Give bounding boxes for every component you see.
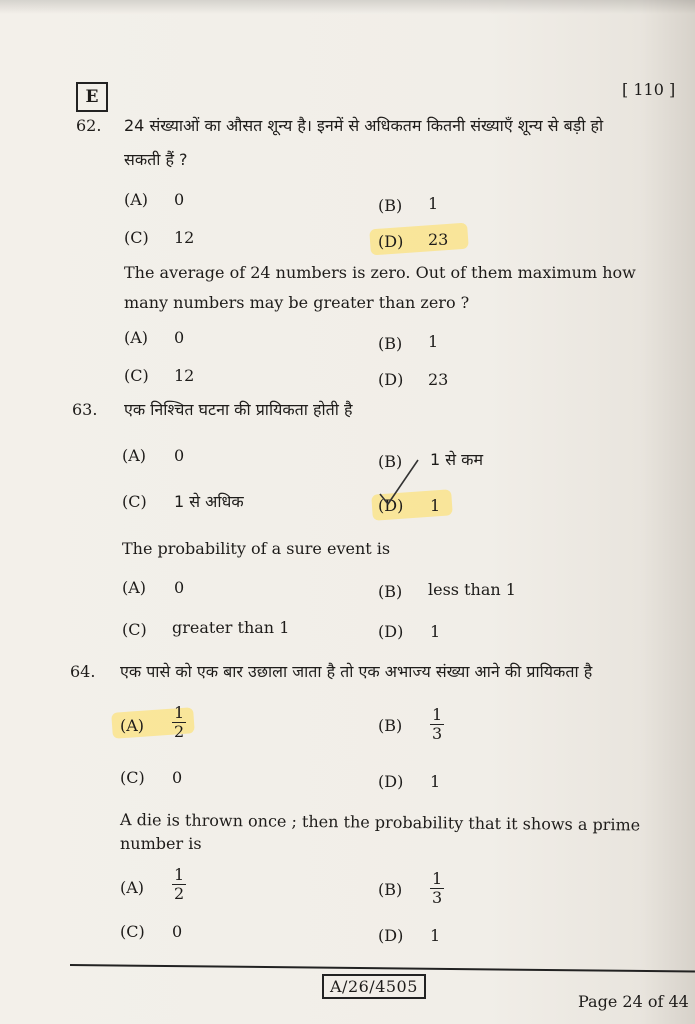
option-label: (B) — [378, 334, 403, 353]
fraction-denominator: 3 — [432, 888, 443, 907]
page-number: Page 24 of 44 — [578, 992, 689, 1011]
option-value: 1 — [430, 926, 441, 945]
option-value: 1 — [430, 772, 441, 791]
option-value: 12 — [174, 228, 195, 247]
option-value: 0 — [174, 190, 185, 209]
fraction — [172, 704, 186, 741]
question-number: 63. — [72, 400, 98, 419]
option-label: (D) — [378, 496, 404, 515]
option-label: (D) — [378, 232, 404, 251]
option-value: 1 — [430, 622, 441, 641]
fraction-numerator: 1 — [432, 705, 443, 724]
option-value: 0 — [174, 578, 185, 597]
option-value: 23 — [428, 370, 449, 389]
option-label: (A) — [124, 190, 149, 209]
fraction — [430, 870, 444, 907]
fraction-denominator: 2 — [174, 884, 185, 903]
option-label: (A) — [124, 328, 149, 347]
option-value: greater than 1 — [172, 618, 290, 637]
option-value: less than 1 — [428, 580, 516, 599]
question-text-english: The probability of a sure event is — [122, 539, 391, 558]
footer-rule — [70, 964, 695, 973]
option-label: (C) — [122, 620, 147, 639]
option-value: 23 — [428, 230, 449, 249]
fraction — [172, 866, 186, 903]
question-text-hindi: एक पासे को एक बार उछाला जाता है तो एक अभाज्य संख्या आने की प्रायिकता है — [120, 662, 593, 681]
fraction-denominator: 2 — [174, 722, 185, 741]
fraction-numerator: 1 — [432, 869, 443, 888]
option-label: (A) — [120, 878, 145, 897]
option-value: 0 — [172, 768, 183, 787]
option-label: (D) — [378, 772, 404, 791]
question-text-english: many numbers may be greater than zero ? — [124, 293, 470, 312]
option-label: (C) — [120, 922, 145, 941]
option-value: 1 — [430, 496, 441, 515]
question-text-hindi: 24 संख्याओं का औसत शून्य है। इनमें से अधिकतम कितनी संख्याएँ शून्य से बड़ी हो — [124, 116, 604, 135]
fraction-denominator: 3 — [432, 724, 443, 743]
question-number: 64. — [70, 662, 96, 681]
question-text-english: The average of 24 numbers is zero. Out of them maximum how — [124, 263, 636, 282]
option-label: (B) — [378, 196, 403, 215]
option-value: 0 — [172, 922, 183, 941]
question-text-hindi: एक निश्चित घटना की प्रायिकता होती है — [124, 400, 353, 419]
option-label: (C) — [122, 492, 147, 511]
option-label: (B) — [378, 452, 403, 471]
question-text-english: A die is thrown once ; then the probability that it shows a prime — [119, 810, 641, 835]
option-label: (B) — [378, 716, 403, 735]
option-label: (A) — [122, 446, 147, 465]
option-label: (D) — [378, 370, 404, 389]
fraction-numerator: 1 — [174, 865, 185, 884]
option-label: (C) — [124, 228, 149, 247]
option-label: (B) — [378, 880, 403, 899]
option-value: 0 — [174, 446, 185, 465]
option-value: 12 — [174, 366, 195, 385]
option-value: 1 से कम — [430, 450, 484, 469]
option-label: (B) — [378, 582, 403, 601]
booklet-code: A/26/4505 — [322, 974, 426, 999]
pen-tick-mark — [374, 458, 422, 518]
option-label: (D) — [378, 622, 404, 641]
option-value: 1 — [428, 194, 439, 213]
option-label: (A) — [120, 716, 145, 735]
set-label-box: E — [76, 82, 108, 112]
page-top-shadow — [0, 0, 695, 14]
option-label: (D) — [378, 926, 404, 945]
option-label: (C) — [120, 768, 145, 787]
fraction — [430, 706, 444, 743]
option-value: 0 — [174, 328, 185, 347]
page-code: [ 110 ] — [622, 80, 676, 99]
option-value: 1 से अधिक — [174, 492, 244, 511]
option-label: (A) — [122, 578, 147, 597]
option-value: 1 — [428, 332, 439, 351]
question-text-hindi: सकती हैं ? — [124, 150, 188, 169]
question-number: 62. — [76, 116, 102, 135]
question-text-english: number is — [120, 834, 202, 853]
fraction-numerator: 1 — [174, 703, 185, 722]
option-label: (C) — [124, 366, 149, 385]
